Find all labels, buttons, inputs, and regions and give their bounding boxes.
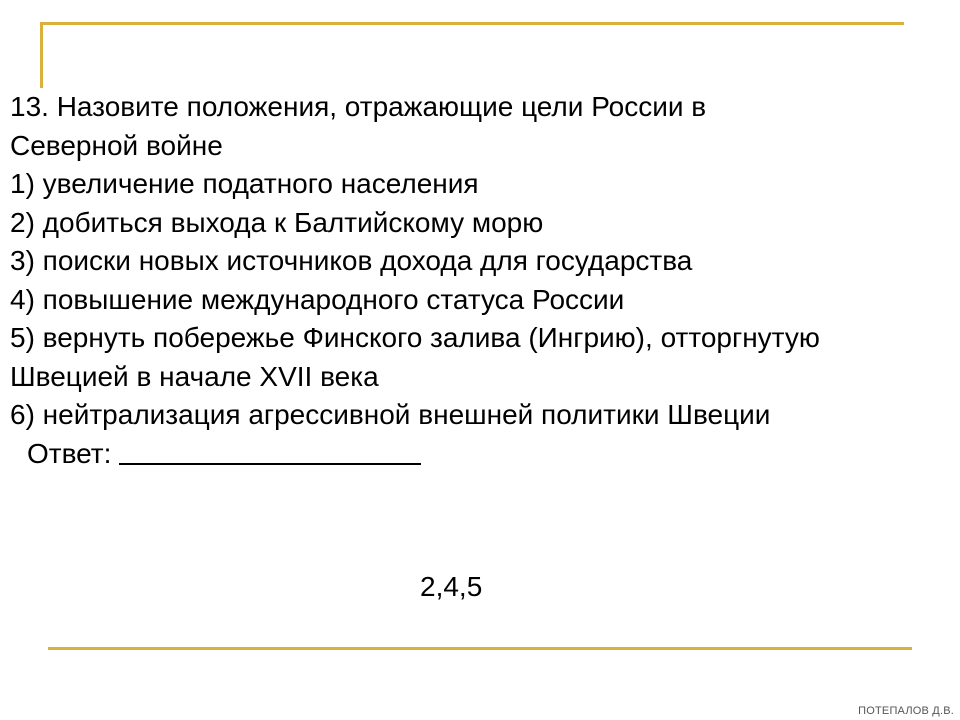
option-4: 4) повышение международного статуса России <box>10 283 625 315</box>
question-title-line-2: Северной войне <box>10 129 223 161</box>
top-decorative-rule <box>40 22 904 25</box>
option-2: 2) добиться выхода к Балтийскому морю <box>10 206 544 238</box>
option-1: 1) увеличение податного населения <box>10 168 479 199</box>
question-block <box>10 88 950 473</box>
question-title-line-1: 13. Назовите положения, отражающие цели России в <box>10 91 707 122</box>
answer-label: Ответ: <box>27 437 112 469</box>
author-footer: ПОТЕПАЛОВ Д.В. <box>858 705 954 717</box>
answer-blank-line <box>119 437 421 465</box>
answer-row <box>10 435 950 474</box>
solution-text: 2,4,5 <box>420 571 483 602</box>
option-5: 5) вернуть побережье Финского залива (Ингрию), отторгнутую <box>10 322 820 353</box>
bottom-decorative-rule <box>48 647 912 650</box>
option-6: 6) нейтрализация агрессивной внешней политики Швеции <box>10 399 771 430</box>
option-5-continued: Швецией в начале XVII века <box>10 360 379 392</box>
option-3: 3) поиски новых источников дохода для государства <box>10 245 693 276</box>
left-decorative-rule <box>40 22 43 88</box>
